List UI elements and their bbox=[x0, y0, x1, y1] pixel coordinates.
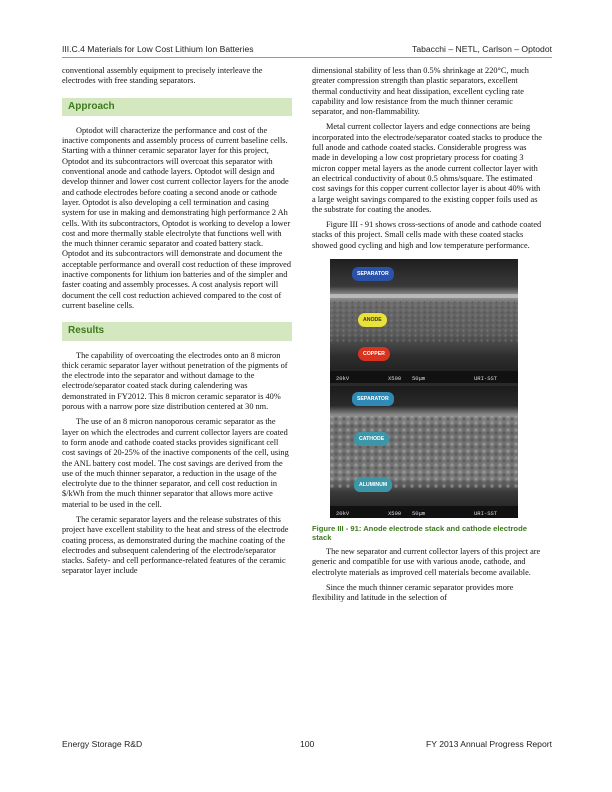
left-column bbox=[62, 66, 292, 582]
right-paragraph-5: Since the much thinner ceramic separator provides more flexibility and latitude in the selection of bbox=[312, 582, 514, 603]
header-right: Tabacchi – NETL, Carlson – Optodot bbox=[412, 44, 552, 54]
right-paragraph-4: The new separator and current collector layers of this project are generic and compatible for use with various anode, cathode, and electrolyte materials as improved cell materials become available. bbox=[312, 547, 541, 577]
right-paragraph-1: dimensional stability of less than 0.5% shrinkage at 220°C, much greater compression strength than plastic separators, excellent thermal conductivity and heat dissipation, excellent cycling rate capability and low resistance from the much thinner ceramic separator, and non-flammability. bbox=[312, 66, 529, 117]
intro-paragraph: conventional assembly equipment to precisely interleave the electrodes with free standing separators. bbox=[62, 66, 263, 86]
sem-figure bbox=[330, 259, 518, 518]
scalebar-mag-top: X500 bbox=[388, 375, 402, 383]
footer-right: FY 2013 Annual Progress Report bbox=[426, 739, 552, 749]
cathode-stack-image bbox=[330, 386, 518, 518]
approach-heading: Approach bbox=[62, 98, 292, 116]
scalebar-lab-bottom: URI-SST bbox=[474, 510, 498, 518]
footer-left: Energy Storage R&D bbox=[62, 739, 143, 749]
scalebar-top bbox=[330, 371, 518, 383]
anode-stack-image bbox=[330, 259, 518, 383]
scalebar-size-top: 50μm bbox=[412, 375, 426, 383]
scalebar-mag-bottom: X500 bbox=[388, 510, 402, 518]
label-separator-bottom: SEPARATOR bbox=[352, 392, 394, 406]
figure-caption: Figure III - 91: Anode electrode stack and cathode electrode stack bbox=[312, 524, 527, 543]
label-copper: COPPER bbox=[358, 347, 390, 361]
page-number: 100 bbox=[300, 739, 315, 749]
results-paragraph-2: The use of an 8 micron nanoporous ceramic separator as the layer on which the electrodes and current collector layers are coated to form anode and cathode coated stacks provides significant cell cost savings of 20-25% of the inactive components of the cell, using the ANL battery cost model. The cost savings are derived from the use of the much thinner separator, a reduction in the usage of the electrolyte due to the thinner separator, and cell cost reduction in $/kWh from the much thinner separator that allows more active material to be used in the cell. bbox=[62, 417, 289, 509]
label-anode: ANODE bbox=[358, 313, 387, 327]
label-cathode: CATHODE bbox=[354, 432, 389, 446]
right-paragraph-3: Figure III - 91 shows cross-sections of anode and cathode coated stacks of this project. Small cells made with these coated stacks showed good cycling and high and low temperature performance. bbox=[312, 220, 542, 250]
scalebar-kv-bottom: 20kV bbox=[336, 510, 350, 518]
right-column bbox=[312, 66, 542, 609]
scalebar-kv-top: 20kV bbox=[336, 375, 350, 383]
results-paragraph-1: The capability of overcoating the electrodes onto an 8 micron thick ceramic separator layer without penetration of the pigments of the electrode into the separator and without damage to the electrode/separator coated stack during calendering was demonstrated in FY2012. This 8 micron ceramic separator is 40% porous with a narrow pore size distribution centered at 30 nm. bbox=[62, 350, 288, 412]
scalebar-lab-top: URI-SST bbox=[474, 375, 498, 383]
label-separator-top: SEPARATOR bbox=[352, 267, 394, 281]
scalebar-size-bottom: 50μm bbox=[412, 510, 426, 518]
results-paragraph-3: The ceramic separator layers and the release substrates of this project have excellent stability to the heat and stress of the electrode coating process, as demonstrated during the machine coating of the electrodes and subsequent calendering of the electrode/separator stacks. Safety- and cell performance-related features of the ceramic separator layer include bbox=[62, 514, 289, 576]
approach-paragraph: Optodot will characterize the performance and cost of the inactive components and assembly process of current baseline cells. Starting with a thinner ceramic separator layer for this project, Optodot and its subcontractors will overcoat this separator with conventional anode and cathode layers. Optodot will design and develop thinner and lower cost current collector layers for the anode and cathode electrodes before coating a second anode or cathode layer. Optodot is also developing a cell termination and casing system for use in making and demonstrating high performance 2 Ah cells. With its subcontractors, Optodot is working to develop a lower cost and more thermally stable electrolyte that functions well with the much thinner ceramic separator and coated battery stack. Optodot and its subcontractors will demonstrate and document the acceptable performance and overall cost reduction of these improved inactive components for lithium ion batteries and of the simpler and faster coating and assembly processes. A cost analysis report will document the cell cost reduction achieved compared to the cost of current baseline cells. bbox=[62, 125, 291, 310]
header-left: III.C.4 Materials for Low Cost Lithium Ion Batteries bbox=[62, 44, 254, 54]
scalebar-bottom bbox=[330, 506, 518, 518]
header-rule bbox=[62, 57, 552, 58]
results-heading: Results bbox=[62, 322, 292, 340]
right-paragraph-2: Metal current collector layers and edge connections are being incorporated into the electrode/separator coated stacks to produce the full anode and cathode coated stacks. Considerable progress was made in developing a low cost proprietary process for coating 3 micron copper metal layers as the anode current collector layer with an electrical conductivity of about 0.5 ohms/square. The estimated cost savings for this copper current collector layer is about 40% with a large weight savings compared to the existing copper foils used as the substrate for coating the anodes. bbox=[312, 122, 542, 214]
label-aluminum: ALUMINUM bbox=[354, 478, 392, 492]
